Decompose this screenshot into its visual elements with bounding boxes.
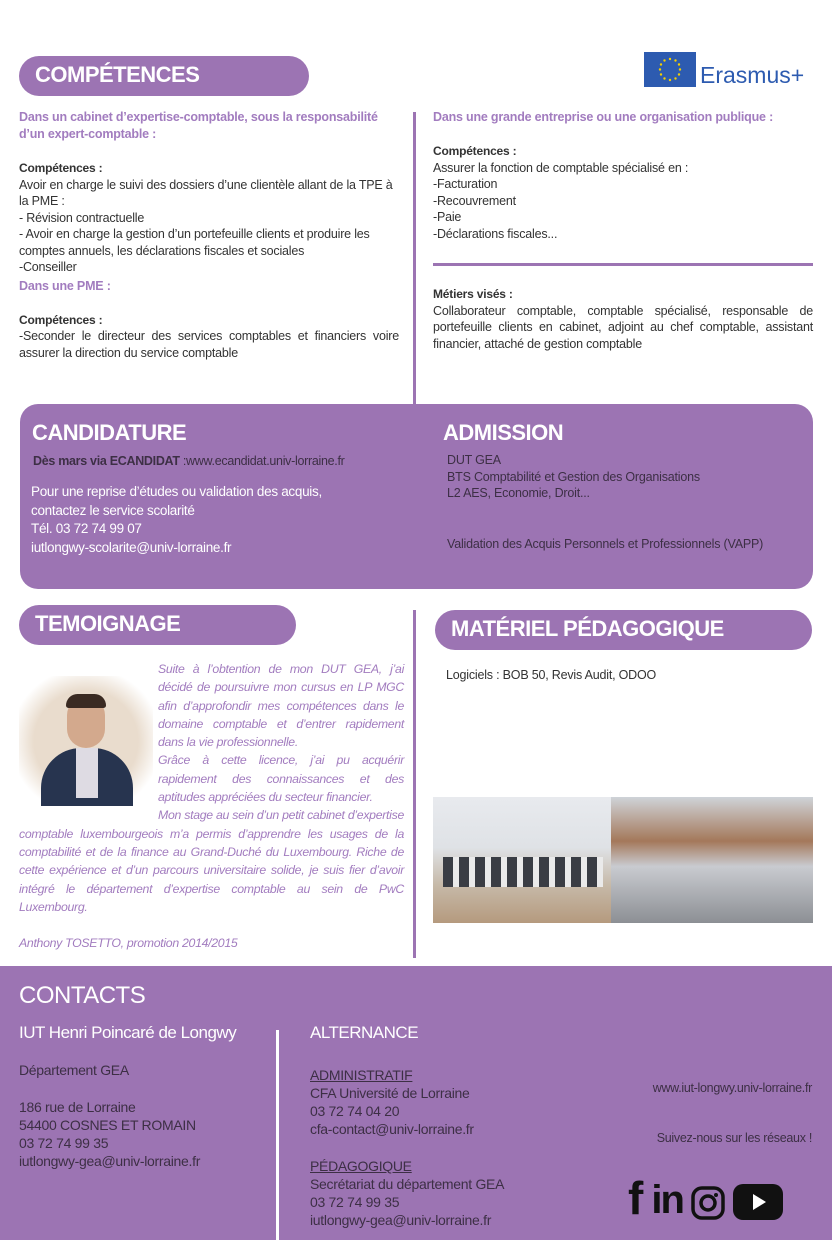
youtube-icon[interactable] [733,1184,783,1220]
grande-line: -Facturation [433,177,498,191]
cabinet-line: - Révision contractuelle [19,210,145,225]
peda-line: Secrétariat du département GEA [310,1176,505,1192]
candidature-admission-box [20,404,813,589]
contacts-divider [276,1030,279,1240]
cabinet-line: Avoir en charge le suivi des dossiers d’une clientèle allant de la TPE à la PME : [19,177,393,208]
peda-email[interactable]: iutlongwy-gea@univ-lorraine.fr [310,1212,492,1228]
grande-line: -Déclarations fiscales... [433,226,558,241]
erasmus-text: Erasmus+ [700,62,805,88]
ecandidat-line [33,454,345,468]
admission-list [447,452,700,502]
admission-item: DUT GEA [447,453,501,467]
admin-block [310,1066,474,1138]
student-photo [19,676,153,806]
grande-label: Compétences : [433,144,517,158]
erasmus-logo [644,52,814,90]
candidature-phone: Tél. 03 72 74 99 07 [31,521,142,536]
admission-item: BTS Comptabilité et Gestion des Organisations [447,469,700,484]
department: Département GEA [19,1062,129,1078]
website-link[interactable]: www.iut-longwy.univ-lorraine.fr [652,1081,812,1095]
peda-label: PÉDAGOGIQUE [310,1158,412,1174]
logiciels-text: Logiciels : BOB 50, Revis Audit, ODOO [446,668,657,682]
grande-heading: Dans une grande entreprise ou une organisation publique : [433,110,774,124]
testimonial-author: Anthony TOSETTO, promotion 2014/2015 [19,936,238,951]
grande-line: Assurer la fonction de comptable spécialisé en : [433,160,689,175]
temoignage-body [19,660,404,952]
eu-flag-icon [644,52,696,87]
temoignage-title: TEMOIGNAGE [19,605,296,645]
address-phone: 03 72 74 99 35 [19,1135,109,1151]
candidature-contact [31,483,322,557]
candidature-line: contactez le service scolarité [31,502,195,518]
iut-name: IUT Henri Poincaré de Longwy [19,1023,237,1042]
admission-title: ADMISSION [443,420,564,445]
pme-label: Compétences : [19,312,103,327]
cabinet-label: Compétences : [19,161,103,175]
cabinet-line: - Avoir en charge la gestion d’un portefeuille clients et produire les comptes annuels, les déclarations fiscales et sociales [19,227,370,258]
candidature-email[interactable]: iutlongwy-scolarite@univ-lorraine.fr [31,539,232,555]
section-divider [433,263,813,266]
pme-heading: Dans une PME : [19,278,111,293]
peda-phone: 03 72 74 99 35 [310,1194,400,1210]
cabinet-line: -Conseiller [19,260,77,274]
admin-email[interactable]: cfa-contact@univ-lorraine.fr [310,1121,474,1137]
competences-title: COMPÉTENCES [19,56,309,96]
column-divider [413,112,416,404]
address-line: 54400 COSNES ET ROMAIN [19,1117,196,1133]
admission-vapp: Validation des Acquis Personnels et Professionnels (VAPP) [447,537,764,551]
testimonial-paragraph: Grâce à cette licence, j’ai pu acquérir rapidement des connaissances et des aptitudes appréciées du secteur financier. [158,753,404,805]
alternance-title: ALTERNANCE [310,1023,419,1042]
address-block [19,1098,200,1170]
pme-text: -Seconder le directeur des services comptables et financiers voire assurer la direction du service comptable [19,329,399,360]
ecandidat-prefix: Dès mars via ECANDIDAT [33,454,180,468]
ecandidat-link[interactable]: :www.ecandidat.univ-lorraine.fr [179,454,345,468]
candidature-line: Pour une reprise d’études ou validation des acquis, [31,484,322,499]
classroom-photo [433,797,813,923]
grande-line: -Paie [433,210,462,224]
peda-block [310,1157,504,1229]
address-line: 186 rue de Lorraine [19,1099,136,1115]
admin-label: ADMINISTRATIF [310,1067,413,1083]
admin-phone: 03 72 74 04 20 [310,1103,400,1119]
contacts-section [0,966,832,1240]
materiel-title: MATÉRIEL PÉDAGOGIQUE [435,610,812,650]
metiers-text: Collaborateur comptable, comptable spécialisé, responsable de portefeuille clients en cabinet, adjoint au chef comptable, assistant financier, attaché de gestion comptable [433,303,813,351]
competences-left [19,109,399,361]
admin-line: CFA Université de Lorraine [310,1085,470,1101]
linkedin-icon[interactable]: in [651,1178,683,1222]
instagram-icon[interactable] [691,1186,725,1220]
candidature-title: CANDIDATURE [32,420,187,445]
column-divider [413,610,416,958]
testimonial-paragraph: Mon stage au sein d’un petit cabinet d’expertise comptable luxembourgeois m’a permis d’apprendre les usages de la comptabilité et de la finance au Grand-Duché du Luxembourg. Riche de cette expérience et d’un parcours universitaire solide, je suis fier d’avoir intégré le département d’expertise comptable au sein de PwC Luxembourg. [19,808,404,914]
address-email[interactable]: iutlongwy-gea@univ-lorraine.fr [19,1153,201,1169]
facebook-icon[interactable]: f [628,1172,644,1224]
metiers-label: Métiers visés : [433,287,513,301]
cabinet-heading: Dans un cabinet d’expertise-comptable, sous la responsabilité d’un expert-comptable : [19,110,378,141]
testimonial-paragraph: Suite à l’obtention de mon DUT GEA, j’ai décidé de poursuivre mon cursus en LP MGC afin d’approfondir mes compétences dans le domaine comptable et d’entrer rapidement dans la vie professionnelle. [158,662,404,750]
admission-item: L2 AES, Economie, Droit... [447,486,590,500]
grande-line: -Recouvrement [433,193,516,208]
social-icons [628,1172,783,1224]
follow-text: Suivez-nous sur les réseaux ! [656,1131,812,1145]
competences-right [433,109,813,352]
contacts-title: CONTACTS [19,982,146,1009]
